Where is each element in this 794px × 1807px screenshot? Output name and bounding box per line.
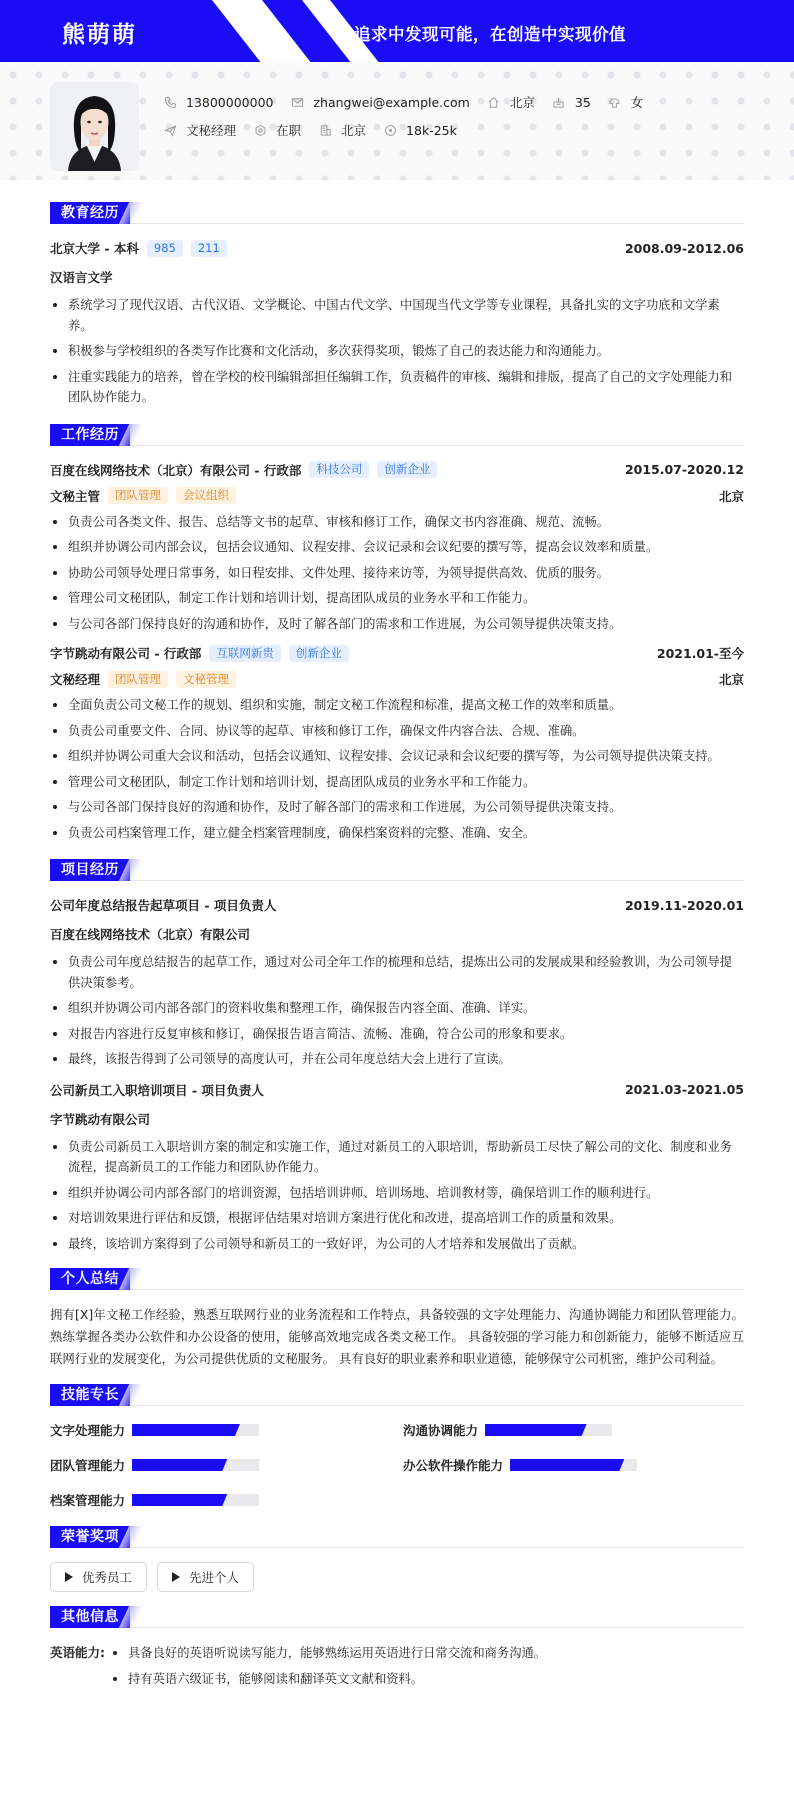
work-date: 2015.07-2020.12	[624, 462, 744, 477]
project-company-line	[50, 924, 744, 944]
section-header	[50, 859, 744, 881]
skill-bar	[132, 1424, 259, 1436]
major-name: 汉语言文学	[50, 270, 113, 285]
list-item: 对培训效果进行评估和反馈，根据评估结果对培训方案进行优化和改进，提高培训工作的质量和效果。	[50, 1208, 744, 1229]
home-icon	[487, 95, 501, 109]
skill-item	[403, 1420, 703, 1440]
section-header	[50, 424, 744, 446]
list-item: 协助公司领导处理日常事务，如日程安排、文件处理、接待来访等，为领导提供高效、优质的服务。	[50, 563, 744, 584]
avatar	[50, 82, 139, 171]
work-header	[50, 460, 744, 480]
project-header	[50, 1080, 744, 1100]
role-name: 文秘主管	[50, 488, 101, 504]
age-value: 35	[574, 94, 591, 110]
project-entry	[50, 895, 744, 1070]
work-entry	[50, 460, 744, 635]
section-title: 工作经历	[50, 424, 130, 446]
award-label: 先进个人	[189, 1570, 240, 1585]
skills-grid	[50, 1420, 744, 1510]
skill-name: 档案管理能力	[50, 1493, 126, 1508]
work-city: 北京	[718, 672, 744, 687]
summary-section	[50, 1268, 744, 1370]
project-bullets	[50, 1137, 744, 1255]
gender-info	[608, 93, 644, 111]
company-tag: 创新企业	[377, 461, 437, 478]
list-item: 最终，该培训方案得到了公司领导和新员工的一致好评，为公司的人才培养和发展做出了贡献。	[50, 1234, 744, 1255]
company-tag: 科技公司	[309, 461, 369, 478]
education-bullets	[50, 295, 744, 408]
list-item: 负责公司年度总结报告的起草工作，通过对公司全年工作的梳理和总结，提炼出公司的发展成果和经验教训，为公司领导提供决策参考。	[50, 952, 744, 993]
skill-item	[50, 1420, 403, 1440]
section-title: 项目经历	[50, 859, 130, 881]
skill-bar	[132, 1459, 259, 1471]
work-bullets	[50, 695, 744, 843]
position-value: 文秘经理	[186, 123, 237, 138]
cake-icon	[552, 95, 566, 109]
project-date: 2021.03-2021.05	[624, 1082, 744, 1097]
work-city-info	[318, 121, 366, 139]
header-motto: 在追求中发现可能，在创造中实现价值	[337, 25, 626, 44]
list-item: 负责公司新员工入职培训方案的制定和实施工作，通过对新员工的入职培训，帮助新员工尽快了解公司的文化、制度和业务流程，提高新员工的工作能力和团队协作能力。	[50, 1137, 744, 1178]
skill-name: 沟通协调能力	[403, 1423, 479, 1438]
work-section	[50, 424, 744, 844]
list-item: 组织并协调公司重大会议和活动，包括会议通知、议程安排、会议记录和会议纪要的撰写等，为公司领导提供决策支持。	[50, 746, 744, 767]
status-value: 在职	[276, 123, 302, 138]
profile-card	[0, 62, 794, 180]
gender-value: 女	[630, 95, 644, 110]
education-header	[50, 238, 744, 258]
play-icon	[172, 1572, 180, 1582]
list-item: 负责公司重要文件、合同、协议等的起草、审核和修订工作，确保文件内容合法、合规、准确。	[50, 721, 744, 742]
section-header	[50, 1606, 744, 1628]
mail-icon	[290, 95, 304, 109]
status-icon	[253, 123, 267, 137]
other-section	[50, 1606, 744, 1694]
project-company-line	[50, 1109, 744, 1129]
age-info	[552, 95, 591, 110]
skill-fill	[132, 1494, 227, 1506]
role-line	[50, 486, 744, 506]
section-title: 荣誉奖项	[50, 1526, 130, 1548]
position-info	[163, 121, 236, 139]
list-item: 对报告内容进行反复审核和修订，确保报告语言简洁、流畅、准确，符合公司的形象和要求。	[50, 1024, 744, 1045]
school-tag: 985	[147, 240, 183, 257]
section-title: 个人总结	[50, 1268, 130, 1290]
role-tag: 文秘管理	[176, 671, 236, 688]
section-header	[50, 1384, 744, 1406]
section-title: 教育经历	[50, 202, 130, 224]
award-badge	[157, 1562, 254, 1592]
skills-section	[50, 1384, 744, 1510]
salary-value: 18k-25k	[406, 122, 457, 138]
skill-bar	[485, 1424, 612, 1436]
role-name: 文秘经理	[50, 672, 101, 687]
city-value: 北京	[509, 95, 535, 110]
project-title: 公司新员工入职培训项目 - 项目负责人	[50, 1082, 264, 1098]
list-item: 与公司各部门保持良好的沟通和协作，及时了解各部门的需求和工作进展，为公司领导提供决策支持。	[50, 614, 744, 635]
section-header	[50, 1526, 744, 1548]
major-line	[50, 267, 744, 287]
list-item: 持有英语六级证书，能够阅读和翻译英文文献和资料。	[108, 1668, 546, 1690]
status-info	[253, 121, 301, 139]
project-date: 2019.11-2020.01	[624, 897, 744, 913]
play-icon	[65, 1572, 73, 1582]
skill-item	[50, 1490, 403, 1510]
skill-fill	[485, 1424, 587, 1436]
phone-info	[163, 95, 273, 110]
list-item: 组织并协调公司内部会议，包括会议通知、议程安排、会议记录和会议纪要的撰写等，提高会议效率和质量。	[50, 537, 744, 558]
list-item: 组织并协调公司内部各部门的培训资源，包括培训讲师、培训场地、培训教材等，确保培训工作的顺利进行。	[50, 1183, 744, 1204]
project-header	[50, 895, 744, 915]
company-tag: 互联网新贵	[209, 645, 281, 662]
role-line	[50, 669, 744, 689]
list-item: 管理公司文秘团队，制定工作计划和培训计划，提高团队成员的业务水平和工作能力。	[50, 588, 744, 609]
section-header	[50, 1268, 744, 1290]
list-item: 注重实践能力的培养，曾在学校的校刊编辑部担任编辑工作，负责稿件的审核、编辑和排版，提高了自己的文字处理能力和团队协作能力。	[50, 367, 744, 408]
list-item: 具备良好的英语听说读写能力，能够熟练运用英语进行日常交流和商务沟通。	[108, 1642, 546, 1664]
skill-name: 团队管理能力	[50, 1458, 126, 1473]
list-item: 负责公司档案管理工作，建立健全档案管理制度，确保档案资料的完整、准确、安全。	[50, 823, 744, 844]
other-label: 英语能力:	[50, 1645, 105, 1660]
award-badge	[50, 1562, 147, 1592]
skill-bar	[510, 1459, 637, 1471]
email-info	[290, 95, 469, 110]
awards-section	[50, 1526, 744, 1592]
skill-item	[50, 1455, 403, 1475]
skill-fill	[132, 1459, 227, 1471]
role-tag: 团队管理	[108, 487, 168, 504]
project-company: 百度在线网络技术（北京）有限公司	[50, 927, 251, 942]
project-bullets	[50, 952, 744, 1070]
skill-item	[403, 1455, 703, 1475]
job-info-row	[163, 121, 474, 139]
role-tag: 会议组织	[176, 487, 236, 504]
education-section	[50, 202, 744, 408]
skill-name: 办公软件操作能力	[403, 1458, 504, 1473]
work-header	[50, 643, 744, 663]
skill-fill	[132, 1424, 240, 1436]
award-label: 优秀员工	[82, 1570, 133, 1585]
section-title: 其他信息	[50, 1606, 130, 1628]
phone-value: 13800000000	[186, 94, 274, 110]
role-tag: 团队管理	[108, 671, 168, 688]
list-item: 负责公司各类文件、报告、总结等文书的起草、审核和修订工作，确保文书内容准确、规范、流畅。	[50, 512, 744, 533]
company-tag: 创新企业	[289, 645, 349, 662]
education-date: 2008.09-2012.06	[624, 240, 744, 256]
company-name: 字节跳动有限公司 - 行政部	[50, 646, 202, 661]
skill-bar	[132, 1494, 259, 1506]
gender-icon	[608, 95, 622, 109]
project-entry	[50, 1080, 744, 1255]
project-section	[50, 859, 744, 1254]
other-list	[108, 1642, 546, 1694]
header-bar	[0, 0, 794, 62]
section-header	[50, 202, 744, 224]
other-row	[50, 1642, 744, 1694]
awards-list	[50, 1562, 744, 1592]
list-item: 系统学习了现代汉语、古代汉语、文学概论、中国古代文学、中国现当代文学等专业课程，具备扎实的文字功底和文学素养。	[50, 295, 744, 336]
skill-fill	[510, 1459, 624, 1471]
work-city-value: 北京	[341, 123, 367, 138]
list-item: 组织并协调公司内部各部门的资料收集和整理工作，确保报告内容全面、准确、详实。	[50, 998, 744, 1019]
coin-icon	[383, 123, 397, 137]
list-item: 全面负责公司文秘工作的规划、组织和实施，制定文秘工作流程和标准，提高文秘工作的效率和质量。	[50, 695, 744, 716]
school-name: 北京大学 - 本科	[50, 241, 139, 256]
building-icon	[318, 123, 332, 137]
phone-icon	[163, 95, 177, 109]
skill-name: 文字处理能力	[50, 1423, 126, 1438]
list-item: 管理公司文秘团队，制定工作计划和培训计划，提高团队成员的业务水平和工作能力。	[50, 772, 744, 793]
project-title: 公司年度总结报告起草项目 - 项目负责人	[50, 898, 277, 913]
city-info	[487, 93, 535, 111]
work-date: 2021.01-至今	[656, 646, 744, 661]
work-city: 北京	[718, 488, 744, 504]
project-company: 字节跳动有限公司	[50, 1111, 151, 1127]
list-item: 与公司各部门保持良好的沟通和协作，及时了解各部门的需求和工作进展，为公司领导提供决策支持。	[50, 797, 744, 818]
candidate-name: 熊萌萌	[62, 22, 137, 48]
email-value: zhangwei@example.com	[313, 94, 470, 110]
work-bullets	[50, 512, 744, 635]
send-icon	[163, 123, 177, 137]
list-item: 最终，该报告得到了公司领导的高度认可，并在公司年度总结大会上进行了宣读。	[50, 1049, 744, 1070]
summary-text: 拥有[X]年文秘工作经验，熟悉互联网行业的业务流程和工作特点，具备较强的文字处理能力、沟通协调能力和团队管理能力。 熟练掌握各类办公软件和办公设备的使用，能够高效地完成各类文秘工作。 具备较强的学习能力和创新能力，能够不断适应互联网行业的发展变化，为公司提供优质的文秘服务。 具有良好的职业素养和职业道德，能够保守公司机密，维护公司利益。	[50, 1307, 744, 1366]
company-name: 百度在线网络技术（北京）有限公司 - 行政部	[50, 462, 302, 478]
work-entry	[50, 643, 744, 843]
school-tag: 211	[191, 240, 227, 257]
section-title: 技能专长	[50, 1384, 130, 1406]
salary-info	[383, 123, 457, 138]
list-item: 积极参与学校组织的各类写作比赛和文化活动，多次获得奖项，锻炼了自己的表达能力和沟通能力。	[50, 341, 744, 362]
contact-row	[163, 93, 660, 111]
